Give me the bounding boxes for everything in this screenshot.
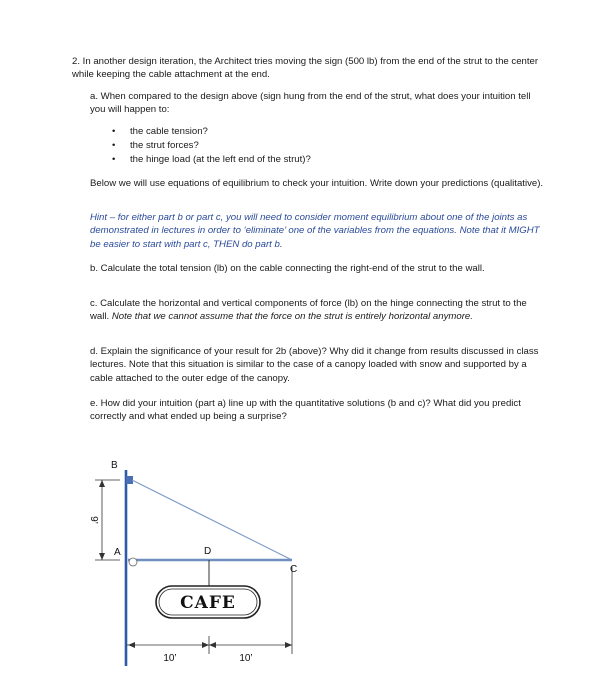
part-b-text: b. Calculate the total tension (lb) on the cable connecting the right-end of the strut to the wall. (90, 263, 485, 274)
height-dimension-label: 9’ (88, 516, 99, 524)
question-intro: 2. In another design iteration, the Architect tries moving the sign (500 lb) from the end of the strut to the center while keeping the cable attachment at the end. (72, 56, 539, 81)
part-d-text: d. Explain the significance of your result for 2b (above)? Why did it change from results discussed in class lectures. Note that this situation is similar to the case of a canopy loaded with snow and supported by a cable attached to the outer edge of the canopy. (90, 346, 539, 384)
length-dim-arrow-right (285, 642, 292, 648)
predictions-text: Below we will use equations of equilibrium to check your intuition. Write down your predictions (qualitative). (90, 178, 544, 189)
part-c-block (90, 297, 545, 324)
bullet-hinge-load: • the hinge load (at the left end of the strut)? (112, 153, 311, 167)
label-a: A (114, 547, 121, 558)
length-dim-label-left: 10’ (163, 653, 177, 664)
height-dim-arrow-bottom (99, 553, 105, 560)
cafe-sign-text: CAFE (180, 593, 236, 613)
part-c-text: c. Calculate the horizontal and vertical components of force (lb) on the hinge connecting the strut to the wall. (90, 298, 527, 323)
cable (132, 480, 292, 560)
part-a-text: a. When compared to the design above (sign hung from the end of the strut, what does your intuition tell you will happen to: (90, 91, 531, 116)
label-b: B (111, 460, 118, 471)
bullet-list (112, 125, 311, 167)
length-dim-arrow-mid-left (202, 642, 209, 648)
length-dim-arrow-left (128, 642, 135, 648)
height-dim-arrow-top (99, 480, 105, 487)
hinge-a (129, 558, 137, 566)
part-c-note: Note that we cannot assume that the force on the strut is entirely horizontal anymore. (111, 311, 473, 323)
label-d: D (204, 546, 212, 557)
bullet-strut-forces: • the strut forces? (112, 139, 311, 153)
bullet-cable-tension: • the cable tension? (112, 125, 311, 139)
hint-text: Hint – for either part b or part c, you will need to consider moment equilibrium about one of the joints as demonstrated in lectures in order to ‘eliminate’ one of the variables from the equations. Note that it MIGHT be easier to start with part c, THEN do part b. (90, 212, 540, 250)
cable-strut-diagram (70, 448, 310, 672)
part-e-text: e. How did your intuition (part a) line up with the quantitative solutions (b and c)? What did you predict correctly and what ended up being a surprise? (90, 398, 521, 423)
label-c: C (290, 564, 298, 575)
length-dim-label-right: 10’ (239, 653, 253, 664)
cable-anchor-b (126, 476, 133, 484)
length-dim-arrow-mid-right (209, 642, 216, 648)
